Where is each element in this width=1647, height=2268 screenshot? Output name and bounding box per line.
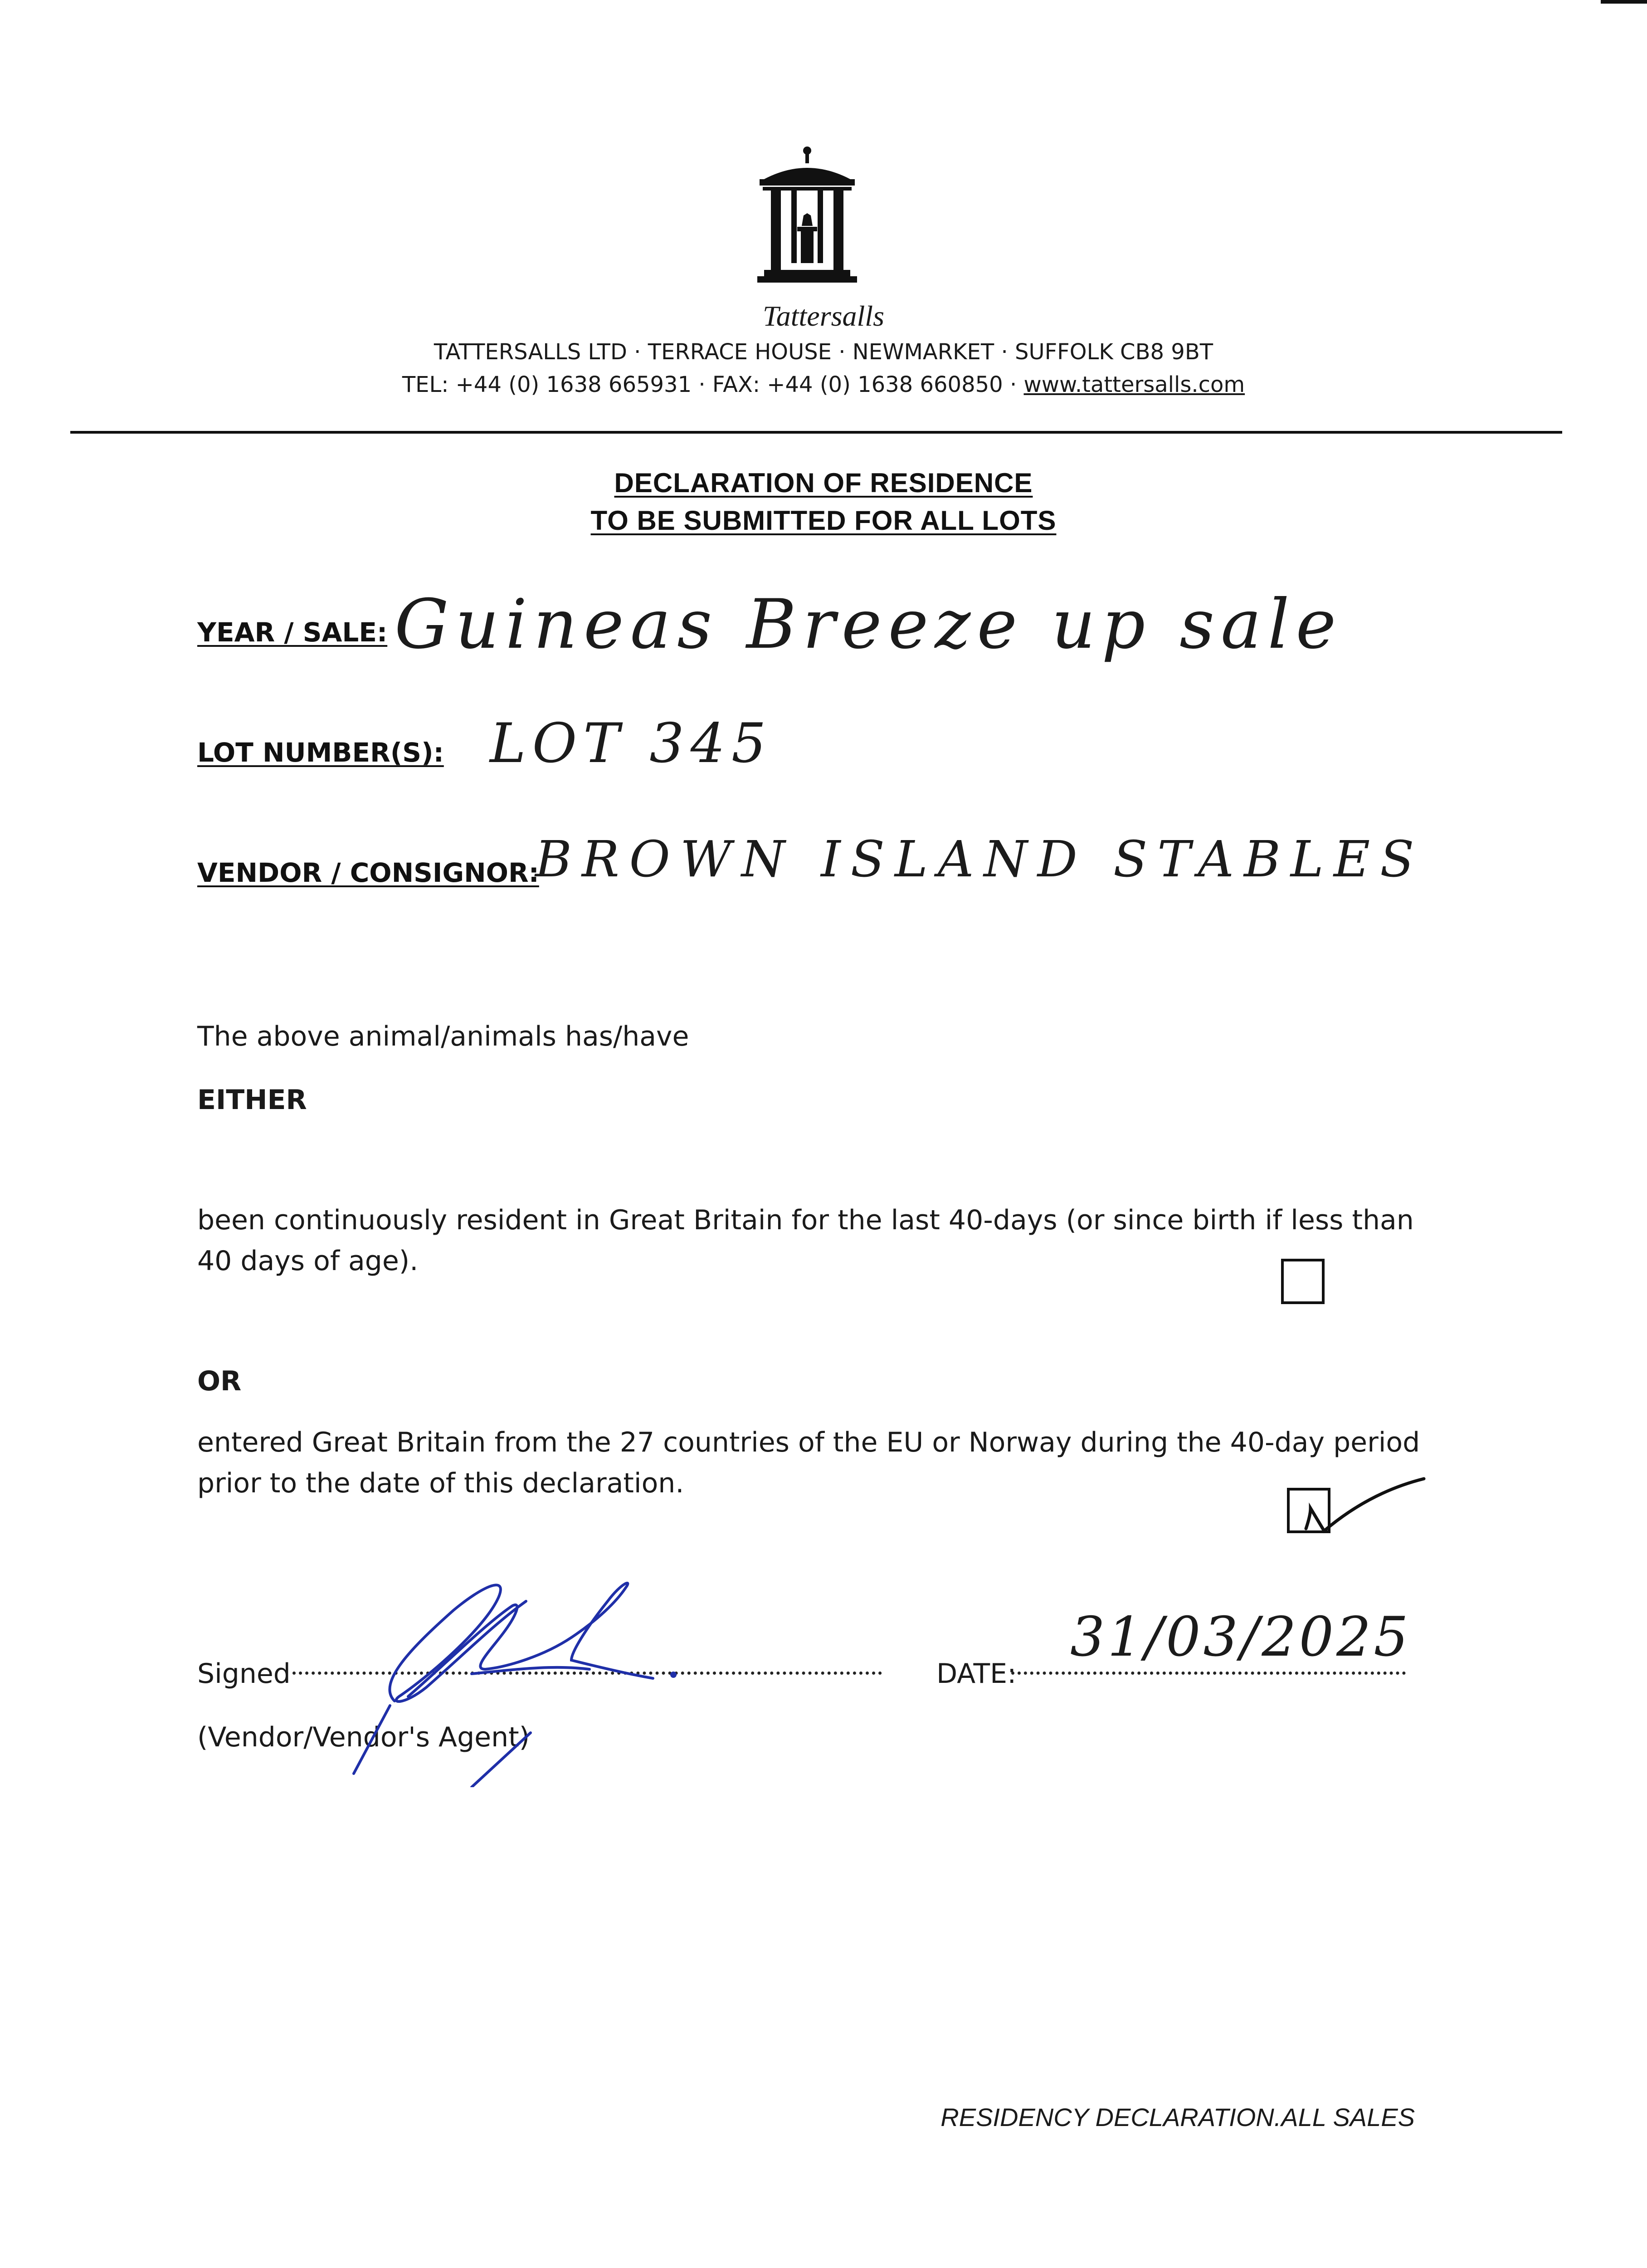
date-label: DATE: xyxy=(936,1658,1017,1690)
brand-name: Tattersalls xyxy=(763,300,884,332)
contact-line xyxy=(0,372,1647,397)
signed-label: Signed xyxy=(197,1658,291,1690)
tattersalls-logo xyxy=(739,145,875,295)
header-divider xyxy=(70,431,1562,434)
document-title: DECLARATION OF RESIDENCE xyxy=(614,468,1033,498)
either-heading: EITHER xyxy=(197,1084,307,1116)
intro-text: The above animal/animals has/have xyxy=(197,1021,689,1052)
document-subtitle: TO BE SUBMITTED FOR ALL LOTS xyxy=(590,505,1057,536)
date-value[interactable]: 31/03/2025 xyxy=(1070,1606,1411,1669)
year-sale-value[interactable]: Guineas Breeze up sale xyxy=(395,585,1343,664)
company-address: TATTERSALLS LTD · TERRACE HOUSE · NEWMARKET · SUFFOLK CB8 9BT xyxy=(434,339,1213,365)
footer-label: RESIDENCY DECLARATION.ALL SALES xyxy=(940,2103,1415,2131)
checkmark-icon xyxy=(1279,1452,1428,1542)
contact-numbers: TEL: +44 (0) 1638 665931 · FAX: +44 (0) 1638 660850 · xyxy=(402,372,1024,397)
option-2-text: entered Great Britain from the 27 countries of the EU or Norway during the 40-day period prior to the date of this declaration. xyxy=(197,1427,1420,1499)
vendor-consignor-value[interactable]: BROWN ISLAND STABLES xyxy=(535,830,1424,888)
corner-mark xyxy=(1601,0,1647,4)
handwritten-signature xyxy=(336,1533,766,1787)
option-1-checkbox[interactable] xyxy=(1281,1259,1325,1304)
vendor-agent-label: (Vendor/Vendor's Agent) xyxy=(197,1721,530,1753)
lot-number-label: LOT NUMBER(S): xyxy=(197,737,444,768)
year-sale-label: YEAR / SALE: xyxy=(197,617,388,648)
lot-number-value[interactable]: LOT 345 xyxy=(490,712,773,775)
or-heading: OR xyxy=(197,1365,242,1397)
vendor-consignor-label: VENDOR / CONSIGNOR: xyxy=(197,857,539,888)
website-link[interactable]: www.tattersalls.com xyxy=(1023,372,1245,397)
date-line[interactable] xyxy=(1011,1672,1406,1675)
option-1-text: been continuously resident in Great Britain for the last 40-days (or since birth if less than 40 days of age). xyxy=(197,1204,1414,1277)
